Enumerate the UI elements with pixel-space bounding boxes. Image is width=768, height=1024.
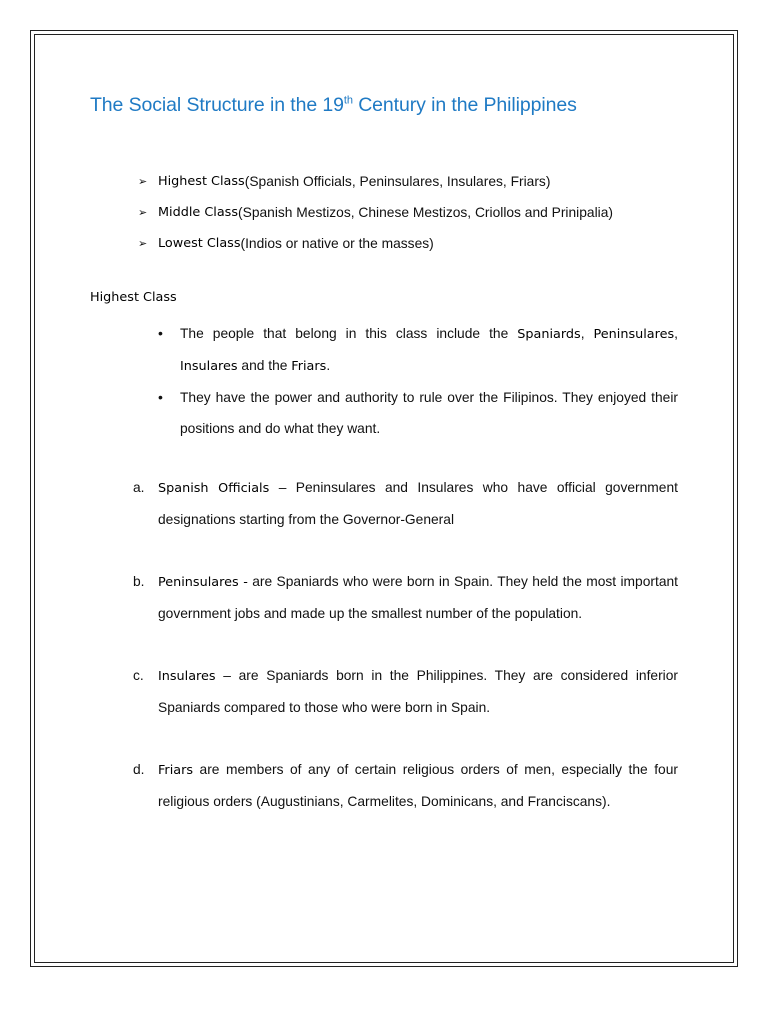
definition-term: Peninsulares - (158, 575, 248, 590)
title-superscript: th (343, 94, 353, 107)
definition-marker: c. (133, 668, 144, 683)
title-text-start: The Social Structure in the 19 (90, 94, 344, 116)
bullet-term: Peninsulares (593, 327, 675, 342)
list-item (133, 472, 678, 535)
arrow-bullet-icon: ➢ (138, 238, 148, 250)
bullet-term: Spaniards (517, 327, 581, 342)
definition-term: Insulares (158, 669, 216, 684)
list-item (138, 166, 613, 197)
list-item (133, 660, 678, 723)
bullet-text: , (674, 326, 678, 341)
bullet-icon: • (158, 389, 163, 405)
highest-class-bullets (158, 318, 678, 444)
arrow-bullet-icon: ➢ (138, 207, 148, 219)
bullet-term: Insulares (180, 359, 238, 374)
definitions-list (133, 472, 678, 817)
arrow-bullet-icon: ➢ (138, 176, 148, 188)
bullet-text: and the (237, 358, 292, 373)
definition-marker: d. (133, 762, 145, 777)
page-title (90, 94, 577, 117)
class-term: Lowest Class (158, 236, 241, 251)
class-term: Highest Class (158, 174, 245, 189)
bullet-text: , (580, 326, 594, 341)
title-text-end: Century in the Philippines (352, 94, 577, 116)
list-item (158, 318, 678, 382)
class-detail: (Spanish Officials, Peninsulares, Insulares, Friars) (244, 174, 551, 189)
definition-text: are members of any of certain religious orders of men, especially the four religious orders (Augustinians, Carmelites, Dominicans, and Franciscans). (158, 762, 678, 809)
bullet-text: . (326, 358, 331, 373)
bullet-icon: • (158, 325, 163, 341)
bullet-text: They have the power and authority to rule over the Filipinos. They enjoyed their positions and do what they want. (180, 390, 678, 436)
class-term: Middle Class (158, 205, 239, 220)
list-item (158, 382, 678, 444)
bullet-term: Friars (291, 359, 327, 374)
bullet-text: The people that belong in this class include the (180, 326, 518, 341)
definition-marker: a. (133, 480, 145, 495)
class-detail: (Indios or native or the masses) (240, 236, 434, 251)
definition-marker: b. (133, 574, 145, 589)
class-detail: (Spanish Mestizos, Chinese Mestizos, Criollos and Prinipalia) (238, 205, 613, 220)
definition-text: – Peninsulares and Insulares who have official government designations starting from the Governor-General (158, 480, 678, 527)
list-item (138, 197, 613, 228)
section-heading: Highest Class (90, 290, 177, 305)
list-item (133, 754, 678, 817)
definition-text: are Spaniards who were born in Spain. They held the most important government jobs and made up the smallest number of the population. (158, 574, 678, 621)
class-summary-list (138, 166, 613, 259)
list-item (133, 566, 678, 629)
definition-text: – are Spaniards born in the Philippines. They are considered inferior Spaniards compared to those who were born in Spain. (158, 668, 678, 715)
definition-term: Spanish Officials (158, 481, 270, 496)
definition-term: Friars (158, 763, 194, 778)
list-item (138, 228, 613, 259)
